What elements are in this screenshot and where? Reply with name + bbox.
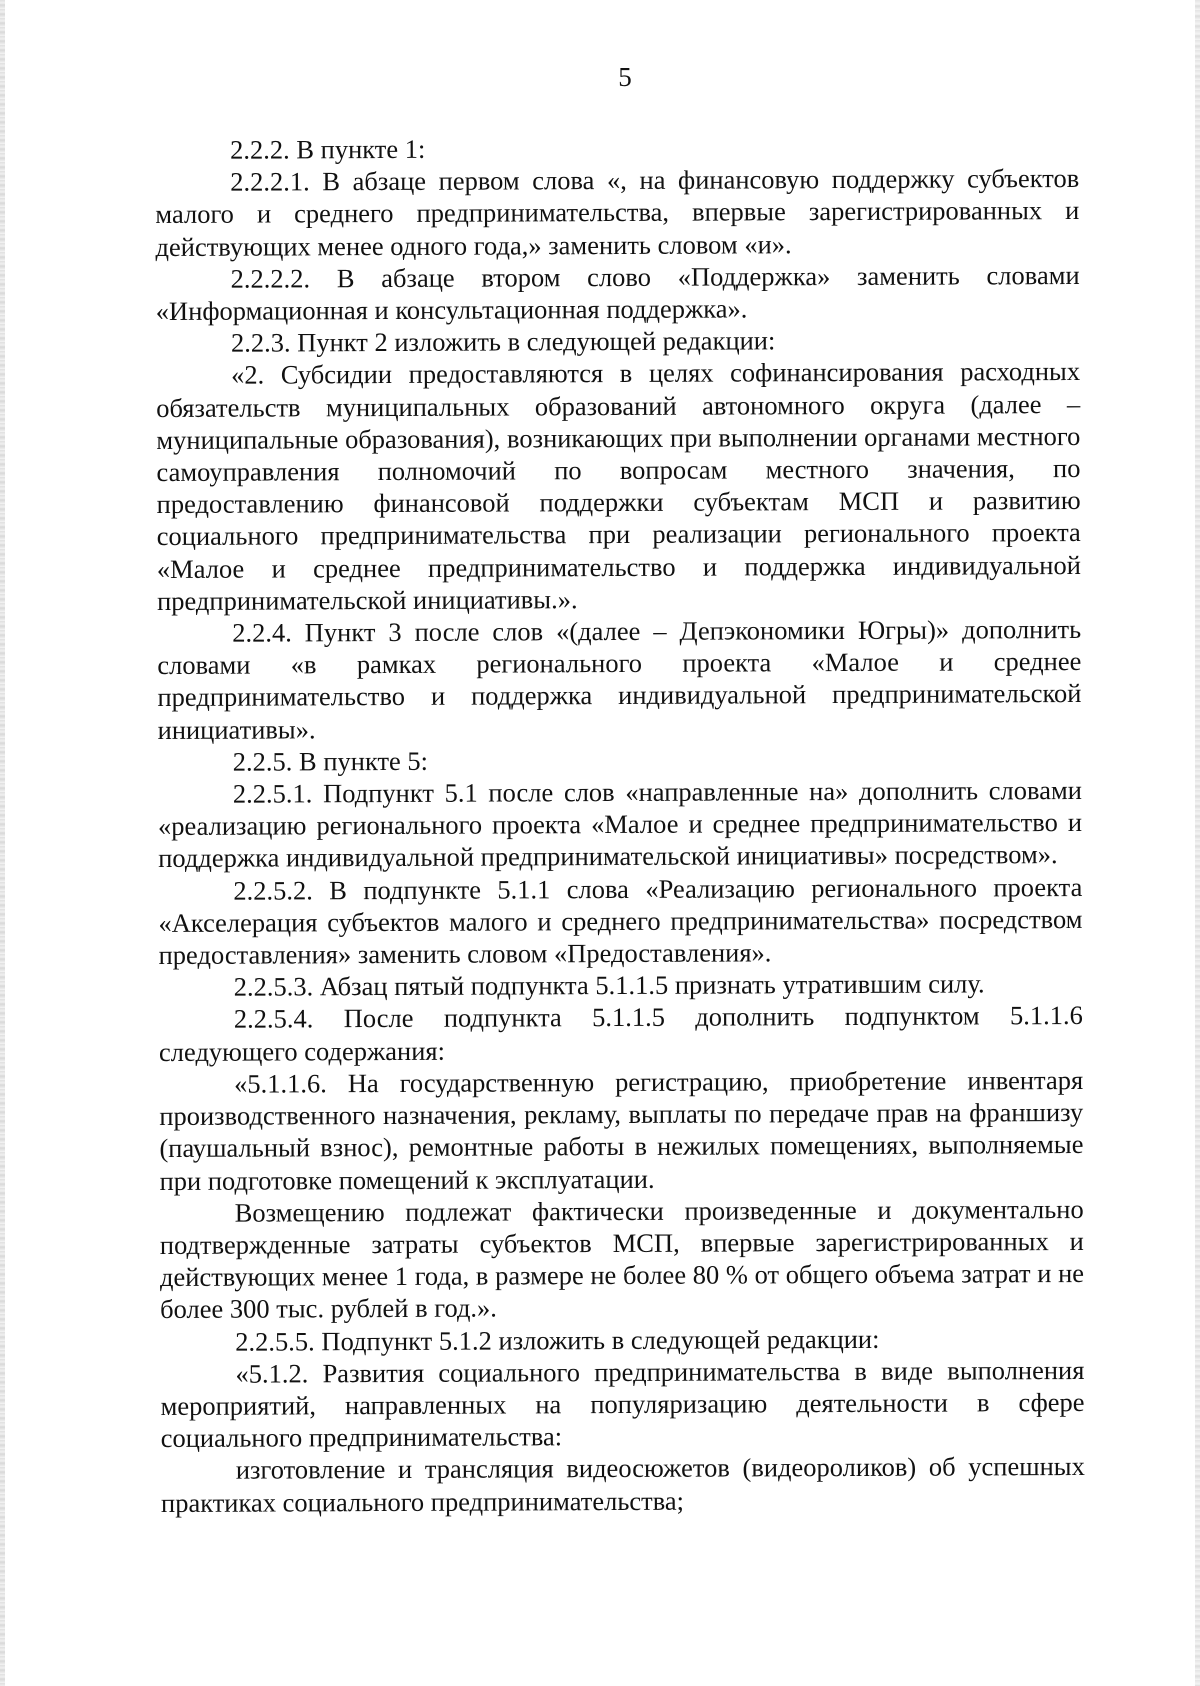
paragraph: 2.2.2. В пункте 1: xyxy=(230,133,426,165)
paragraph: изготовление и трансляция видеосюжетов (видеороликов) об успешных практиках социального предпринимательства; xyxy=(160,1451,1085,1518)
paragraph: 2.2.5.1. Подпункт 5.1 после слов «направленные на» дополнить словами «реализацию регионального проекта «Малое и среднее предпринимательство и поддержка индивидуальной предпринимательской инициативы» посредством». xyxy=(157,775,1083,874)
document-body xyxy=(155,130,1085,1519)
paragraph: «5.1.2. Развития социального предпринимательства в виде выполнения мероприятий, направленных на популяризацию деятельности в сфере социального предпринимательства: xyxy=(160,1354,1085,1454)
paragraph: 2.2.4. Пункт 3 после слов «(далее – Депэкономики Югры)» дополнить словами «в рамках регионального проекта «Малое и среднее предпринимательство и поддержка индивидуальной предпринимательской инициативы». xyxy=(157,614,1082,745)
paragraph: Возмещению подлежат фактически произведенные и документально подтвержденные затраты субъектов МСП, впервые зарегистрированных и действующих менее 1 года, в размере не более 80 % от общего объема затрат и не более 300 тыс. рублей в год.». xyxy=(159,1193,1085,1325)
page-number: 5 xyxy=(618,62,632,92)
paragraph: 2.2.2.1. В абзаце первом слова «, на финансовую поддержку субъектов малого и среднего предпринимательства, впервые зарегистрированных и действующих менее одного года,» заменить словом «и». xyxy=(155,163,1080,262)
paragraph: 2.2.3. Пункт 2 изложить в следующей редакции: xyxy=(230,325,776,358)
paragraph: 2.2.5.3. Абзац пятый подпункта 5.1.1.5 признать утратившим силу. xyxy=(233,968,985,1002)
paragraph: 2.2.5.5. Подпункт 5.1.2 изложить в следующей редакции: xyxy=(235,1323,880,1357)
paragraph: 2.2.5.2. В подпункте 5.1.1 слова «Реализацию регионального проекта «Акселерация субъектов малого и среднего предпринимательства» посредством предоставления» заменить словом «Предоставления». xyxy=(158,871,1083,971)
paragraph: 2.2.5. В пункте 5: xyxy=(232,745,429,777)
paragraph: 2.2.2.2. В абзаце втором слово «Поддержка» заменить словами «Информационная и консультационная поддержка». xyxy=(155,259,1080,327)
scan-edge-right xyxy=(1195,0,1200,1686)
scan-edge-left xyxy=(0,0,5,1686)
paragraph: 2.2.5.4. После подпункта 5.1.1.5 дополнить подпунктом 5.1.1.6 следующего содержания: xyxy=(158,1000,1083,1067)
paragraph: «2. Субсидии предоставляются в целях софинансирования расходных обязательств муниципальных образований автономного округа (далее – муниципальные образования), возникающих при выполнении органами местного самоуправления полномочий по вопросам местного значения, по предоставлению финансовой поддержки субъектам МСП и развитию социального предпринимательства при реализации регионального проекта «Малое и среднее предпринимательство и поддержка индивидуальной предпринимательской инициативы.». xyxy=(156,356,1081,616)
paragraph: «5.1.1.6. На государственную регистрацию, приобретение инвентаря производственного назначения, рекламу, выплаты по передаче прав на франшизу (паушальный взнос), ремонтные работы в нежилых помещениях, выполняемые при подготовке помещений к эксплуатации. xyxy=(159,1064,1084,1196)
